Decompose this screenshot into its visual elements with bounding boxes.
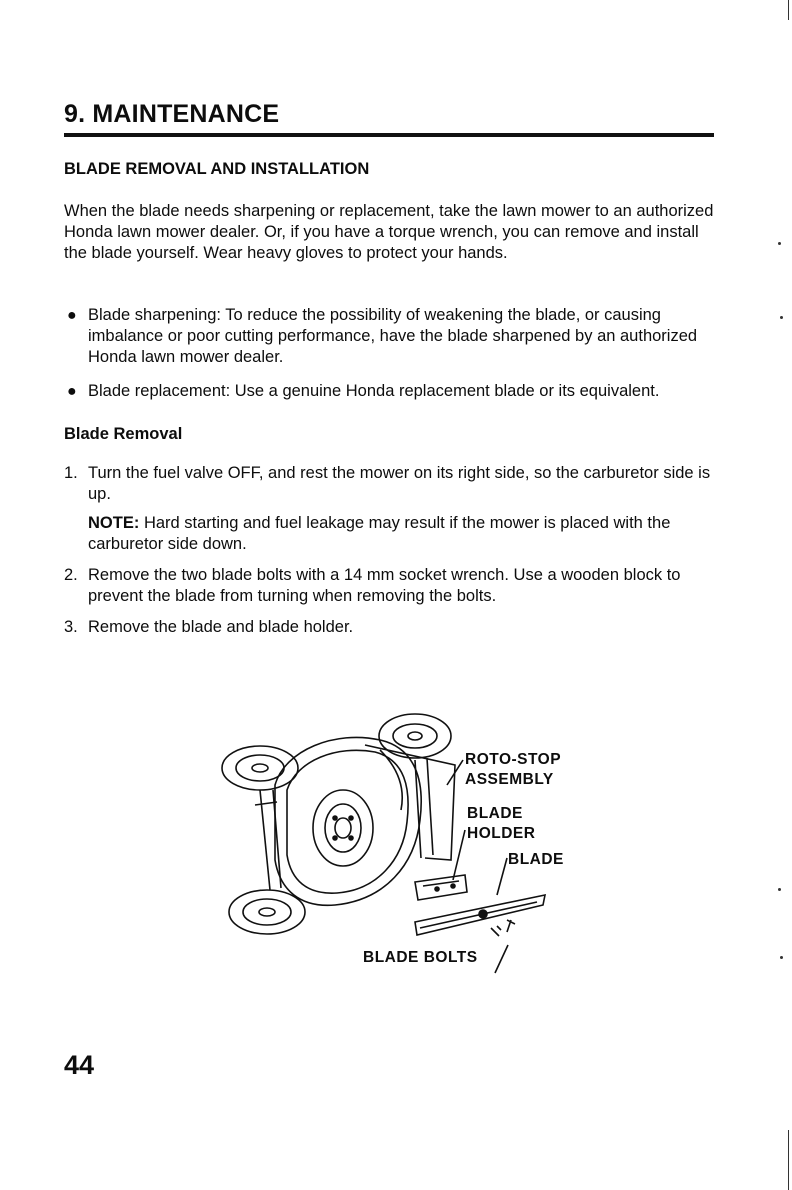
step-number: 3. [64, 618, 78, 636]
scan-edge-bottom [788, 1130, 789, 1190]
step-item [64, 463, 719, 555]
scan-speck [780, 316, 783, 319]
step-text: Remove the blade and blade holder. [88, 618, 354, 636]
scan-speck [778, 888, 781, 891]
bullet-icon: ● [67, 307, 77, 324]
bullet-item [64, 305, 719, 368]
scan-speck [780, 956, 783, 959]
bullet-item [64, 381, 719, 402]
mower-blade-figure [215, 690, 575, 980]
title-divider [64, 133, 714, 137]
step-text: Remove the two blade bolts with a 14 mm socket wrench. Use a wooden block to prevent the blade from turning when removing the bolts. [88, 566, 681, 605]
bullet-icon: ● [67, 383, 77, 400]
page-number: 44 [64, 1050, 95, 1080]
step-note [88, 513, 719, 555]
callout-blade [508, 850, 564, 870]
bullet-list [64, 305, 719, 415]
scan-edge-top [788, 0, 789, 20]
callout-line: HOLDER [467, 825, 536, 842]
callout-line: BLADE [508, 851, 564, 868]
callout-blade-bolts [363, 948, 478, 968]
callout-line: BLADE [467, 805, 523, 822]
callout-roto-stop [465, 750, 561, 790]
page-title: 9. MAINTENANCE [64, 100, 280, 128]
step-number: 1. [64, 464, 78, 482]
section-heading: BLADE REMOVAL AND INSTALLATION [64, 160, 370, 178]
sub-heading: Blade Removal [64, 425, 183, 443]
note-text: Hard starting and fuel leakage may result if the mower is placed with the carburetor side down. [88, 514, 671, 553]
bullet-text: Blade sharpening: To reduce the possibility of weakening the blade, or causing imbalance or poor cutting performance, have the blade sharpened by an authorized Honda lawn mower dealer. [88, 306, 698, 366]
intro-paragraph: When the blade needs sharpening or replacement, take the lawn mower to an authorized Honda lawn mower dealer. Or, if you have a torque wrench, you can remove and install the blade yourself. Wear heavy gloves to protect your hands. [64, 202, 714, 262]
step-list [64, 463, 719, 648]
callout-line: BLADE BOLTS [363, 949, 478, 966]
callout-blade-holder [467, 804, 535, 844]
step-text: Turn the fuel valve OFF, and rest the mower on its right side, so the carburetor side is up. [88, 464, 711, 503]
scan-speck [778, 242, 781, 245]
bullet-text: Blade replacement: Use a genuine Honda replacement blade or its equivalent. [88, 382, 660, 400]
step-item [64, 565, 719, 607]
callout-line: ROTO-STOP [465, 751, 562, 768]
note-label: NOTE: [88, 514, 140, 532]
callout-line: ASSEMBLY [465, 771, 554, 788]
step-number: 2. [64, 566, 78, 584]
step-item [64, 617, 719, 638]
